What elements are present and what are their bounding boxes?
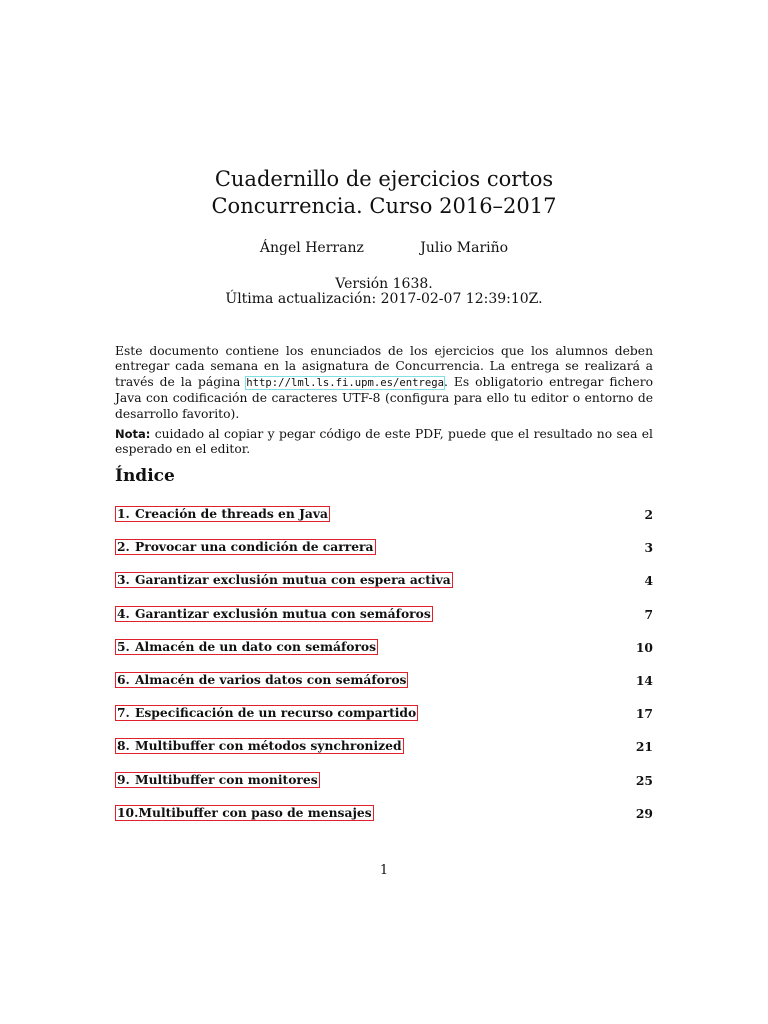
authors: [0, 240, 768, 256]
toc-entry-number: 4.: [117, 605, 130, 621]
toc-entry: [115, 772, 653, 790]
toc-entry-link[interactable]: [115, 606, 433, 622]
toc-entry-title: Almacén de varios datos con semáforos: [135, 672, 407, 687]
toc-entry-number: 9.: [117, 771, 130, 787]
toc-entry: [115, 705, 653, 723]
toc-entry-title: Almacén de un dato con semáforos: [135, 638, 377, 654]
toc-entry: [115, 639, 653, 657]
toc-entry-page: 21: [635, 739, 653, 755]
abstract-text: Este documento contiene los enunciados de los ejercicios que los alumnos deben entregar cada semana en la asignatura de Concurrencia. La entrega se realizará a través de la página: [115, 344, 653, 389]
note-label: Nota:: [115, 427, 151, 442]
submission-link[interactable]: http://lml.ls.fi.upm.es/entrega: [246, 376, 445, 389]
author-name: Julio Mariño: [420, 240, 509, 256]
toc-entry-page: 3: [644, 540, 653, 556]
toc-entry-number: 2.: [117, 539, 130, 555]
abstract-text: . Es obligatorio entregar fichero Java con codificación de caracteres UTF-8 (configura para ello tu editor o entorno de desarrollo favorito).: [115, 374, 653, 421]
note-text: cuidado al copiar y pegar código de este PDF, puede que el resultado no sea el esperado en el editor.: [115, 427, 653, 457]
toc-entry: [115, 539, 653, 557]
toc-entry-page: 29: [635, 805, 653, 821]
toc-entry-number: 6.: [117, 672, 130, 687]
toc-entry-page: 14: [635, 673, 653, 688]
toc-entry-link[interactable]: [115, 506, 330, 522]
toc-entry-number: 3.: [117, 572, 130, 588]
toc-entry-number: 8.: [117, 738, 130, 754]
toc-entry-number: 10.: [117, 804, 139, 820]
toc-entry-page: 2: [644, 507, 653, 522]
page-number: 1: [379, 863, 389, 878]
abstract-paragraph: [115, 344, 653, 422]
toc-entry-title: Multibuffer con métodos synchronized: [135, 738, 402, 754]
toc-entry-page: 10: [635, 639, 653, 655]
toc-entry: [115, 672, 653, 690]
toc-entry-title: Creación de threads en Java: [135, 506, 328, 521]
toc-entry-title: Especificación de un recurso compartido: [135, 705, 417, 721]
toc-entry-page: 7: [644, 606, 653, 622]
toc-entry-page: 25: [635, 772, 653, 788]
toc-entry-title: Garantizar exclusión mutua con semáforos: [135, 605, 431, 621]
toc-entry-page: 4: [644, 573, 653, 589]
index-heading: Índice: [115, 466, 175, 486]
author-name: Ángel Herranz: [259, 240, 364, 256]
toc-entry-link[interactable]: [115, 639, 378, 655]
toc-entry: [115, 606, 653, 624]
abstract: [115, 344, 653, 458]
toc-entry-number: 7.: [117, 705, 130, 721]
toc-entry-page: 17: [635, 706, 653, 722]
toc-entry-title: Garantizar exclusión mutua con espera activa: [135, 572, 451, 588]
toc-entry-title: Multibuffer con monitores: [135, 771, 318, 787]
note-paragraph: [115, 427, 653, 458]
document-subtitle: Concurrencia. Curso 2016–2017: [211, 194, 557, 218]
document-title: Cuadernillo de ejercicios cortos: [214, 167, 554, 191]
toc-entry-link[interactable]: [115, 672, 408, 688]
toc-entry-link[interactable]: [115, 738, 404, 754]
toc-entry-link[interactable]: [115, 572, 453, 588]
version-label: Versión 1638.: [335, 276, 433, 292]
toc-entry-title: Multibuffer con paso de mensajes: [138, 804, 372, 820]
toc-entry: [115, 506, 653, 524]
toc-entry-number: 5.: [117, 638, 130, 654]
toc-entry-link[interactable]: [115, 805, 374, 821]
toc-entry: [115, 572, 653, 590]
toc-entry: [115, 738, 653, 756]
toc-entry: [115, 805, 653, 823]
last-updated: Última actualización: 2017-02-07 12:39:10Z.: [225, 291, 543, 307]
toc-entry-link[interactable]: [115, 705, 418, 721]
toc-entry-title: Provocar una condición de carrera: [135, 539, 374, 555]
toc-entry-number: 1.: [117, 506, 130, 521]
toc-entry-link[interactable]: [115, 772, 320, 788]
toc-entry-link[interactable]: [115, 539, 376, 555]
